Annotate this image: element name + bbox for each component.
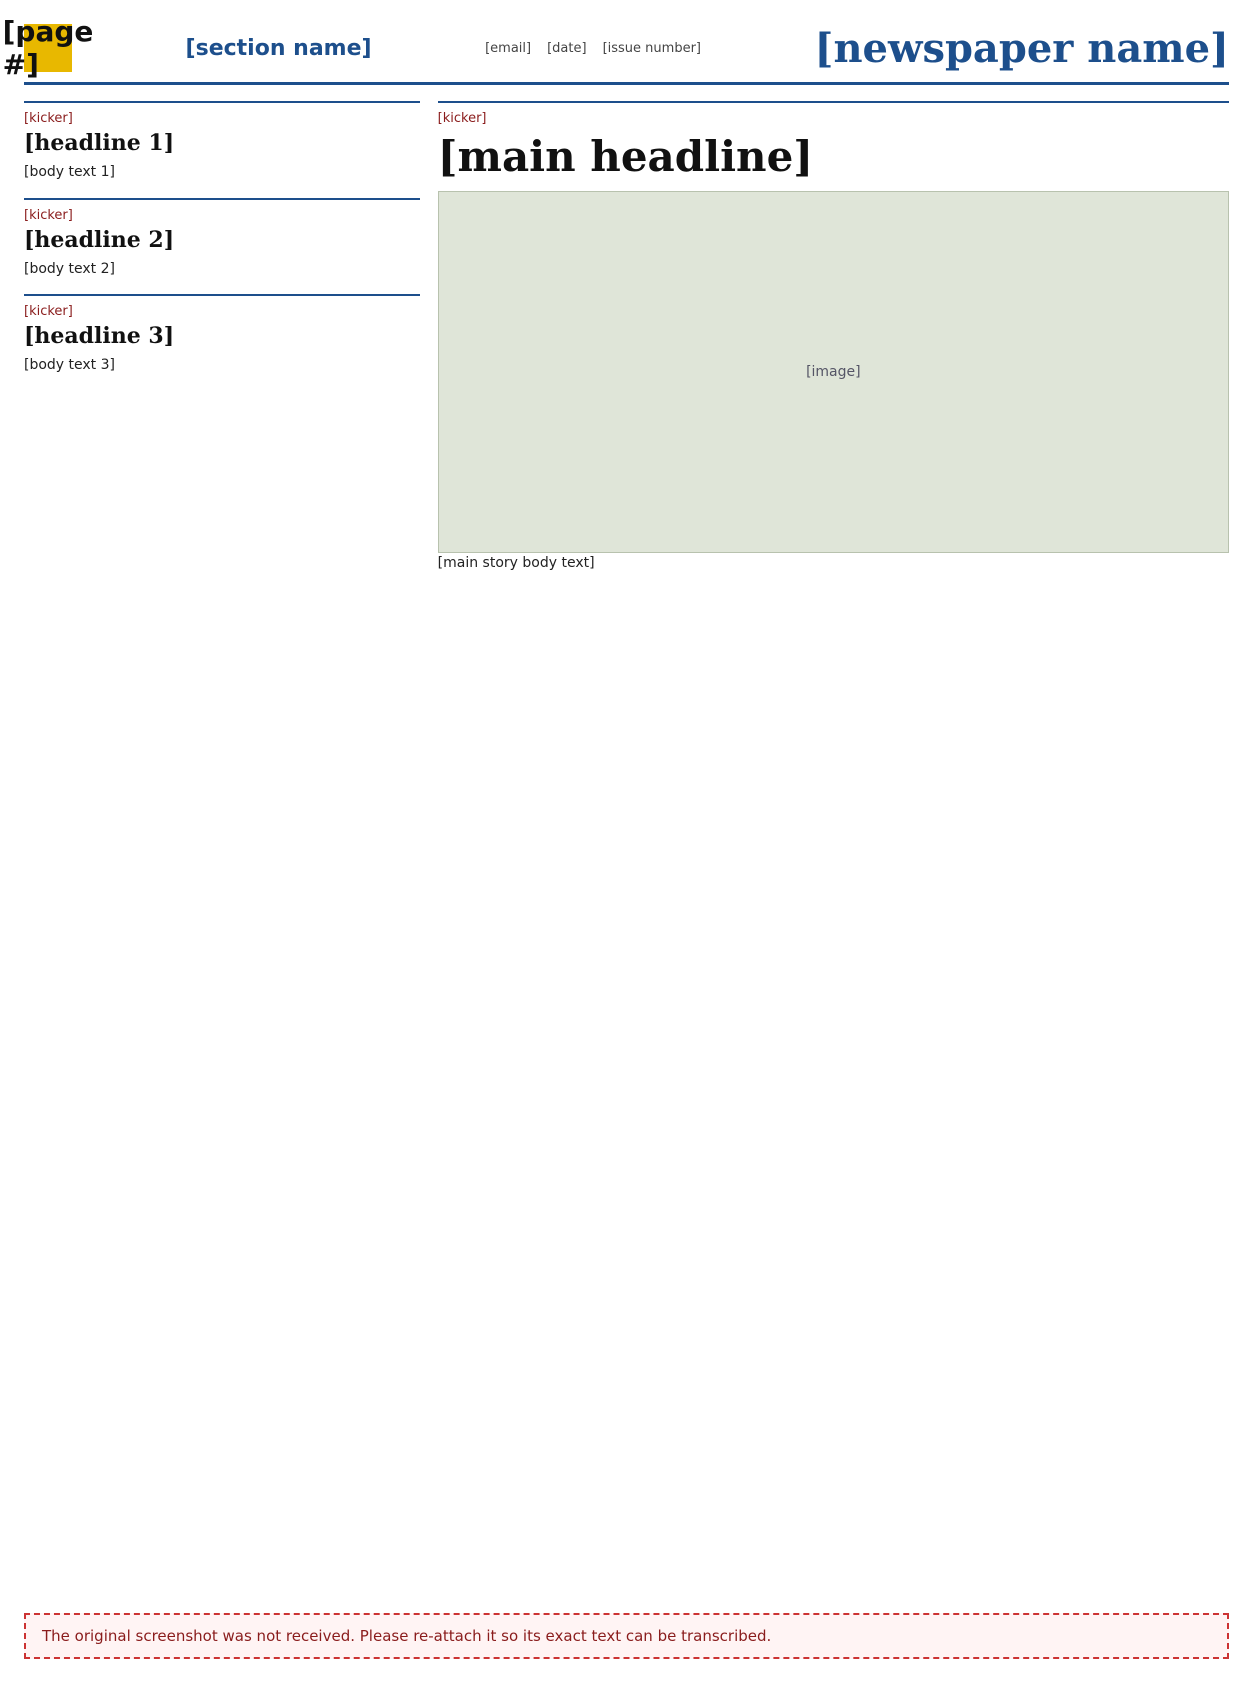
lead-headline: [main headline] (437, 132, 814, 181)
story-kicker: [kicker] (24, 207, 73, 223)
lead-image (438, 191, 1229, 553)
page-number: [page #] (2, 15, 94, 81)
page-body (24, 101, 1229, 1659)
story-body: [body text 3] (24, 357, 115, 374)
lead-body: [main story body text] (437, 555, 595, 571)
lead-image-label: [image] (806, 364, 861, 380)
masthead (2, 15, 1229, 85)
newspaper-logo: [newspaper name] (814, 24, 1229, 72)
section-title: [section name] (185, 35, 372, 61)
issue-date: [date] (547, 40, 587, 56)
email-address[interactable]: [email] (485, 40, 532, 56)
story-headline: [headline 1] (24, 130, 175, 156)
issue-number: [issue number] (602, 40, 701, 56)
lead-kicker: [kicker] (437, 111, 487, 126)
story-body: [body text 1] (24, 164, 115, 180)
story-kicker: [kicker] (24, 304, 73, 320)
story-headline: [headline 3] (24, 323, 175, 350)
side-story (24, 101, 420, 184)
lead-story (438, 101, 1229, 575)
side-column (24, 101, 420, 1659)
story-body: [body text 2] (24, 260, 115, 277)
story-headline: [headline 2] (24, 226, 175, 253)
side-story (24, 294, 420, 377)
issue-meta (485, 41, 701, 56)
side-story (24, 198, 420, 281)
lead-column (438, 101, 1229, 1659)
missing-image-notice: The original screenshot was not received. Please re-attach it so its exact text can be transcribed. (24, 1613, 1229, 1659)
story-kicker: [kicker] (24, 111, 73, 126)
